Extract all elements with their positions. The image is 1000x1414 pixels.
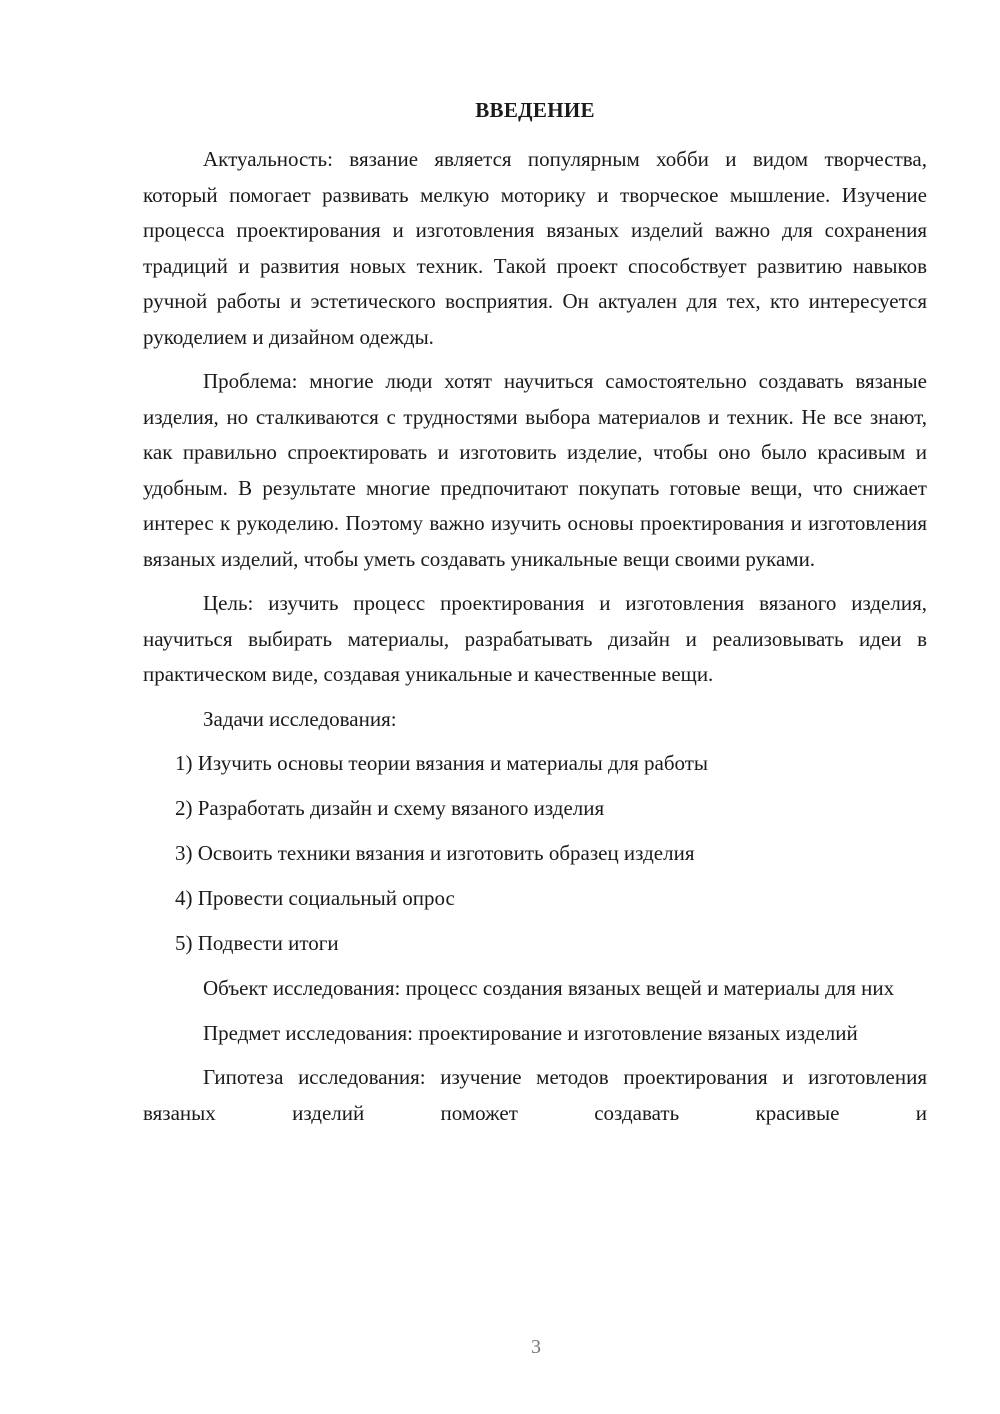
- page-content: [143, 92, 927, 1140]
- goal-paragraph: Цель: изучить процесс проектирования и изготовления вязаного изделия, научиться выбирать материалы, разрабатывать дизайн и реализовывать идеи в практическом виде, создавая уникальные и качественные вещи.: [143, 591, 927, 686]
- object-paragraph: Объект исследования: процесс создания вязаных вещей и материалы для них: [203, 976, 895, 1001]
- task-item: 5) Подвести итоги: [175, 931, 339, 956]
- page-number: 3: [531, 1336, 541, 1358]
- section-heading: ВВЕДЕНИЕ: [475, 98, 595, 122]
- relevance-paragraph: Актуальность: вязание является популярным хобби и видом творчества, который помогает развивать мелкую моторику и творческое мышление. Изучение процесса проектирования и изготовления вязаных изделий важно для сохранения традиций и развития новых техник. Такой проект способствует развитию навыков ручной работы и эстетического восприятия. Он актуален для тех, кто интересуется рукоделием и дизайном одежды.: [143, 147, 927, 349]
- problem-paragraph: Проблема: многие люди хотят научиться самостоятельно создавать вязаные изделия, но сталкиваются с трудностями выбора материалов и техник. Не все знают, как правильно спроектировать и изготовить изделие, чтобы оно было красивым и удобным. В результате многие предпочитают покупать готовые вещи, что снижает интерес к рукоделию. Поэтому важно изучить основы проектирования и изготовления вязаных изделий, чтобы уметь создавать уникальные вещи своими руками.: [143, 369, 927, 571]
- task-item: 2) Разработать дизайн и схему вязаного изделия: [175, 796, 605, 821]
- task-item: 1) Изучить основы теории вязания и материалы для работы: [175, 751, 709, 775]
- tasks-heading: Задачи исследования:: [203, 706, 397, 731]
- task-item: 3) Освоить техники вязания и изготовить образец изделия: [175, 841, 695, 866]
- task-item: 4) Провести социальный опрос: [175, 886, 455, 911]
- tasks-list: [143, 746, 927, 962]
- hypothesis-paragraph: Гипотеза исследования: изучение методов проектирования и изготовления вязаных изделий поможет создавать красивые и: [143, 1065, 927, 1125]
- subject-paragraph: Предмет исследования: проектирование и изготовление вязаных изделий: [203, 1020, 858, 1045]
